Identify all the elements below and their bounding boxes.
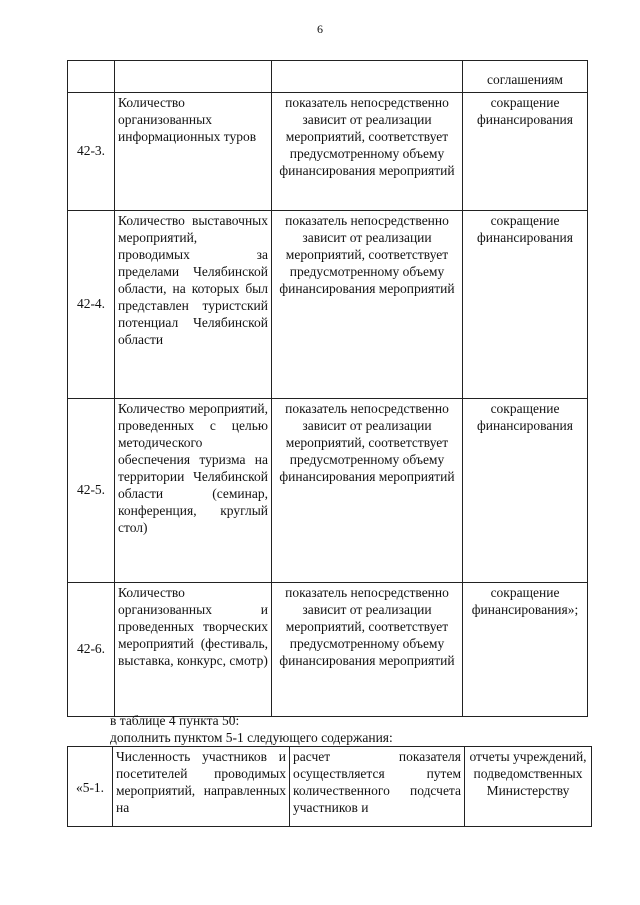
header-cell: соглашениям	[463, 61, 588, 93]
indicator-name: Количество выставочных мероприятий, проводимых за пределами Челябинской области, на которых был представлен туристский потенциал Челябинской области	[115, 211, 272, 399]
indicator-name: Количество мероприятий, проведенных с целью методического обеспечения туризма на территории Челябинской области (семинар, конференция, круглый стол)	[115, 399, 272, 583]
row-number: «5-1.	[68, 747, 113, 827]
indicator-name: Количество организованных информационных туров	[115, 93, 272, 211]
amendment-line-1: в таблице 4 пункта 50:	[110, 713, 240, 728]
page-number: 6	[317, 22, 323, 36]
indicator-method: показатель непосредственно зависит от реализации мероприятий, соответствует предусмотренному объему финансирования мероприятий	[272, 583, 463, 717]
table-row	[68, 399, 588, 583]
indicator-source: отчеты учреждений, подведомственных Министерству	[465, 747, 592, 827]
indicator-name: Количество организованных и проведенных творческих мероприятий (фестиваль, выставка, конкурс, смотр)	[115, 583, 272, 717]
row-number: 42-6.	[68, 583, 115, 717]
indicator-method: расчет показателя осуществляется путем количественного подсчета участников и	[290, 747, 465, 827]
indicator-method: показатель непосредственно зависит от реализации мероприятий, соответствует предусмотренному объему финансирования мероприятий	[272, 211, 463, 399]
indicator-reason: сокращение финансирования	[463, 93, 588, 211]
table-row	[68, 583, 588, 717]
table-row	[68, 61, 588, 93]
indicator-reason: сокращение финансирования	[463, 399, 588, 583]
amendment-table	[67, 746, 592, 827]
indicator-method: показатель непосредственно зависит от реализации мероприятий, соответствует предусмотренному объему финансирования мероприятий	[272, 399, 463, 583]
table-cell	[68, 61, 115, 93]
row-number: 42-3.	[68, 93, 115, 211]
row-number: 42-4.	[68, 211, 115, 399]
row-number: 42-5.	[68, 399, 115, 583]
indicator-reason: сокращение финансирования	[463, 211, 588, 399]
indicator-method: показатель непосредственно зависит от реализации мероприятий, соответствует предусмотренному объему финансирования мероприятий	[272, 93, 463, 211]
indicator-name: Численность участников и посетителей проводимых мероприятий, направленных на	[113, 747, 290, 827]
table-row	[68, 747, 592, 827]
table-cell	[272, 61, 463, 93]
indicator-reason: сокращение финансирования»;	[463, 583, 588, 717]
table-row	[68, 211, 588, 399]
table-cell	[115, 61, 272, 93]
amendment-line-2: дополнить пунктом 5-1 следующего содержания:	[110, 730, 393, 745]
table-row	[68, 93, 588, 211]
indicators-table	[67, 60, 588, 717]
